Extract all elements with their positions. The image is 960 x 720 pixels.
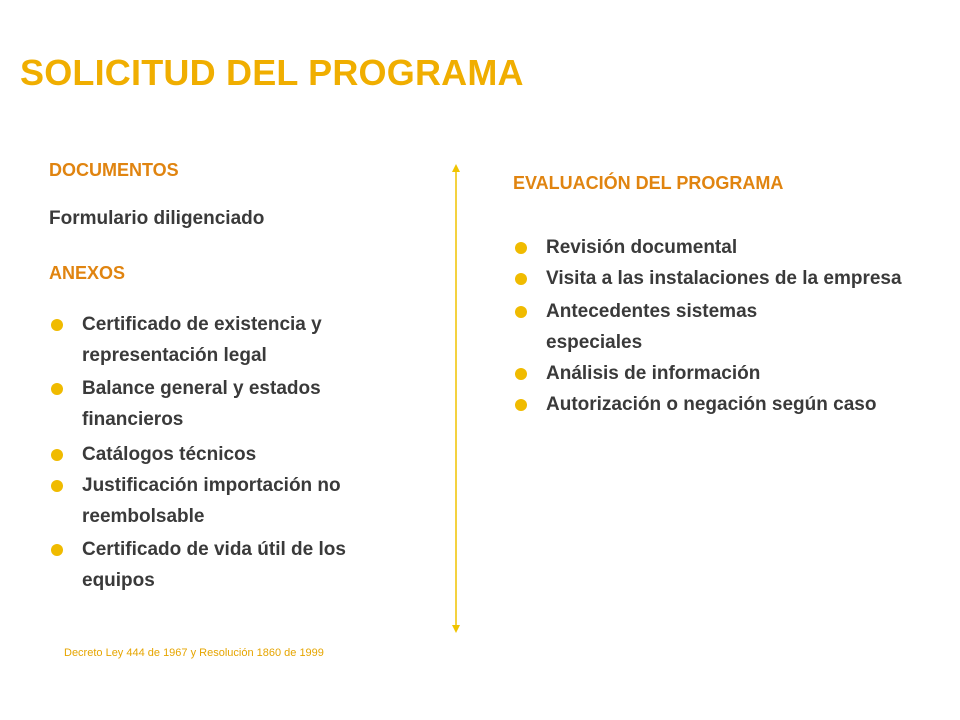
annexes-list bbox=[51, 309, 421, 596]
column-divider bbox=[455, 168, 457, 630]
list-item-label: Balance general y estados financieros bbox=[82, 378, 321, 430]
list-item bbox=[51, 534, 412, 596]
annexes-heading: ANEXOS bbox=[49, 263, 126, 283]
form-text: Formulario diligenciado bbox=[49, 208, 265, 229]
list-item-label: Análisis de información bbox=[546, 363, 761, 384]
arrow-down-icon bbox=[451, 625, 461, 633]
list-item bbox=[515, 232, 905, 263]
list-item-label: Catálogos técnicos bbox=[82, 444, 257, 465]
bullet-icon bbox=[515, 242, 527, 254]
documents-heading: DOCUMENTOS bbox=[49, 160, 179, 180]
bullet-icon bbox=[515, 273, 527, 285]
bullet-icon bbox=[51, 480, 63, 492]
list-item-label: Certificado de vida útil de los equipos bbox=[82, 539, 346, 591]
bullet-icon bbox=[51, 544, 63, 556]
footnote: Decreto Ley 444 de 1967 y Resolución 1860 de 1999 bbox=[64, 647, 324, 659]
arrow-up-icon bbox=[451, 164, 461, 172]
evaluation-list bbox=[515, 232, 905, 420]
list-item bbox=[515, 358, 905, 389]
bullet-icon bbox=[51, 383, 63, 395]
list-item-label: Antecedentes sistemas especiales bbox=[546, 301, 758, 353]
list-item bbox=[515, 389, 916, 420]
list-item-label: Certificado de existencia y representación legal bbox=[82, 314, 322, 366]
list-item-label: Autorización o negación según caso bbox=[546, 394, 877, 415]
bullet-icon bbox=[51, 319, 63, 331]
list-item-label: Revisión documental bbox=[546, 237, 738, 258]
list-item bbox=[51, 373, 421, 435]
bullet-icon bbox=[515, 399, 527, 411]
list-item-label: Justificación importación no reembolsable bbox=[82, 475, 341, 527]
bullet-icon bbox=[515, 368, 527, 380]
bullet-icon bbox=[51, 449, 63, 461]
evaluation-heading: EVALUACIÓN DEL PROGRAMA bbox=[513, 173, 784, 193]
list-item bbox=[515, 296, 846, 358]
list-item bbox=[51, 439, 421, 470]
slide-title: SOLICITUD DEL PROGRAMA bbox=[20, 52, 524, 93]
list-item bbox=[51, 470, 421, 532]
bullet-icon bbox=[515, 306, 527, 318]
list-item bbox=[51, 309, 421, 371]
list-item bbox=[515, 263, 906, 294]
list-item-label: Visita a las instalaciones de la empresa bbox=[546, 268, 902, 289]
